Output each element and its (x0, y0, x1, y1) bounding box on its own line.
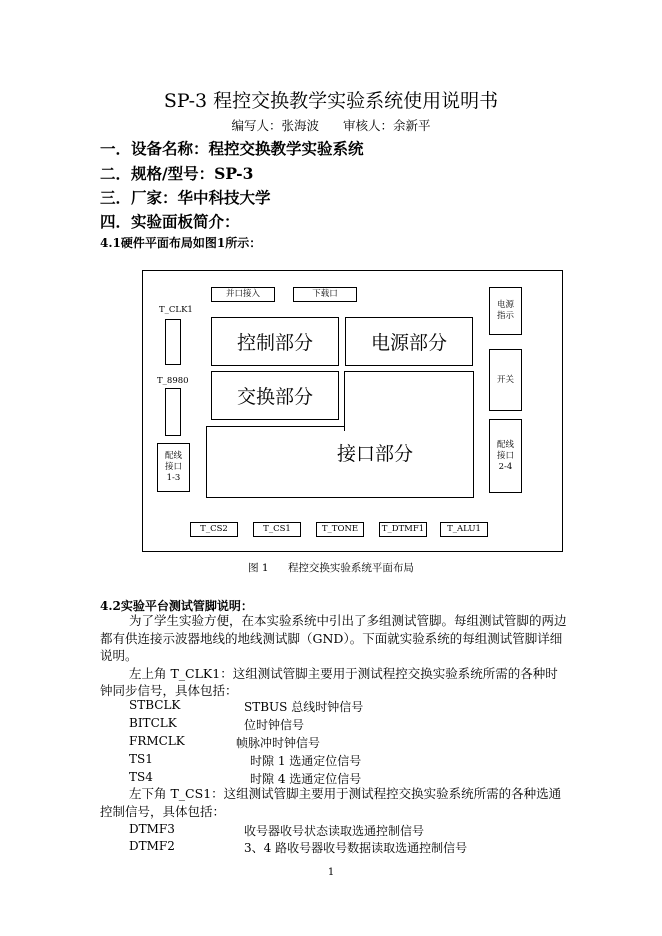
section-4-2: 4.2实验平台测试管脚说明： (100, 599, 253, 613)
body-text (100, 612, 570, 700)
heading-model: 二．规格/型号：SP-3 (100, 164, 254, 183)
clk-row-desc: 时隙 1 选通定位信号 (250, 754, 362, 768)
pin-t-cs2 (190, 522, 238, 537)
download-port-box (293, 287, 357, 302)
pin-label: T_TONE (321, 524, 359, 534)
figure-number: 图 1 (248, 562, 269, 574)
switching-label: 交换部分 (236, 386, 313, 408)
pin-t-dtmf1 (379, 522, 427, 537)
control-label: 控制部分 (236, 332, 313, 354)
clk-row-name: STBCLK (129, 698, 181, 712)
t-8980-pins (165, 388, 181, 436)
figure-caption-text: 程控交换实验系统平面布局 (287, 562, 414, 574)
author: 编写人：张海波 (231, 118, 319, 133)
cs-row-name: DTMF3 (129, 822, 175, 836)
clk-row-name: BITCLK (129, 716, 177, 730)
clk-row-desc: 帧脉冲时钟信号 (236, 736, 321, 750)
pin-label: T_ALU1 (447, 524, 481, 534)
parallel-port-box (211, 287, 275, 302)
power-indicator-label: 电源指示 (496, 300, 514, 321)
pin-t-cs1 (253, 522, 301, 537)
clk-row-name: TS1 (129, 752, 153, 766)
interface-label: 接口部分 (336, 443, 413, 465)
t-clk1-label: T_CLK1 (159, 305, 193, 315)
paragraph-t-clk1: 左上角 T_CLK1：这组测试管脚主要用于测试程控交换实验系统所需的各种时钟同步信号，具体包括： (100, 665, 558, 698)
heading-device-name: 一．设备名称：程控交换教学实验系统 (100, 139, 364, 158)
paragraph-t-cs1: 左下角 T_CS1：这组测试管脚主要用于测试程控交换实验系统所需的各种选通控制信号，具体包括： (100, 786, 562, 819)
control-section (211, 317, 339, 366)
power-section (345, 317, 473, 366)
clk-row-name: FRMCLK (129, 734, 185, 748)
reviewer: 审核人：余新平 (342, 118, 431, 133)
byline (0, 116, 662, 134)
t-8980-label: T_8980 (157, 376, 189, 386)
clk-row-desc: STBUS 总线时钟信号 (244, 700, 364, 714)
wiring-right-label: 配线接口2-4 (496, 439, 514, 472)
document-title: SP-3 程控交换教学实验系统使用说明书 (163, 90, 499, 112)
pin-t-alu1 (440, 522, 488, 537)
wiring-interface-right (489, 419, 522, 493)
interface-section-upper (344, 371, 474, 431)
switch-label: 开关 (496, 374, 514, 385)
pin-label: T_CS1 (263, 524, 291, 534)
body-text-2 (100, 785, 570, 820)
pin-t-tone (316, 522, 364, 537)
interface-section (206, 426, 474, 498)
clk-row-desc: 位时钟信号 (244, 718, 305, 732)
page-number: 1 (327, 867, 335, 878)
switching-section (211, 371, 339, 420)
t-clk1-pins (165, 319, 181, 365)
paragraph-intro: 为了学生实验方便，在本实验系统中引出了多组测试管脚。每组测试管脚的两边都有供连接示波器地线的地线测试脚（GND）。下面就实验系统的每组测试管脚详细说明。 (100, 613, 567, 663)
pin-label: T_CS2 (200, 524, 228, 534)
power-indicator-box (489, 287, 522, 335)
wiring-interface-left (157, 443, 190, 492)
cs-row-name: DTMF2 (129, 839, 175, 853)
clk-row-desc: 时隙 4 选通定位信号 (250, 772, 362, 786)
pin-label: T_DTMF1 (381, 524, 425, 534)
section-4-1: 4.1硬件平面布局如图1所示： (100, 236, 262, 250)
switch-box (489, 349, 522, 411)
download-port-label: 下载口 (312, 289, 338, 299)
heading-manufacturer: 三．厂家：华中科技大学 (100, 188, 271, 207)
figure-caption (0, 560, 662, 575)
cs-row-desc: 收号器收号状态读取选通控制信号 (244, 824, 425, 838)
layout-figure (142, 270, 563, 552)
wiring-left-label: 配线接口1-3 (164, 451, 182, 483)
clk-row-name: TS4 (129, 770, 153, 784)
power-label: 电源部分 (370, 332, 447, 354)
parallel-port-label: 并口接入 (225, 289, 260, 299)
heading-panel-intro: 四．实验面板简介： (100, 212, 240, 231)
cs-row-desc: 3、4 路收号器收号数据读取选通控制信号 (244, 841, 468, 855)
